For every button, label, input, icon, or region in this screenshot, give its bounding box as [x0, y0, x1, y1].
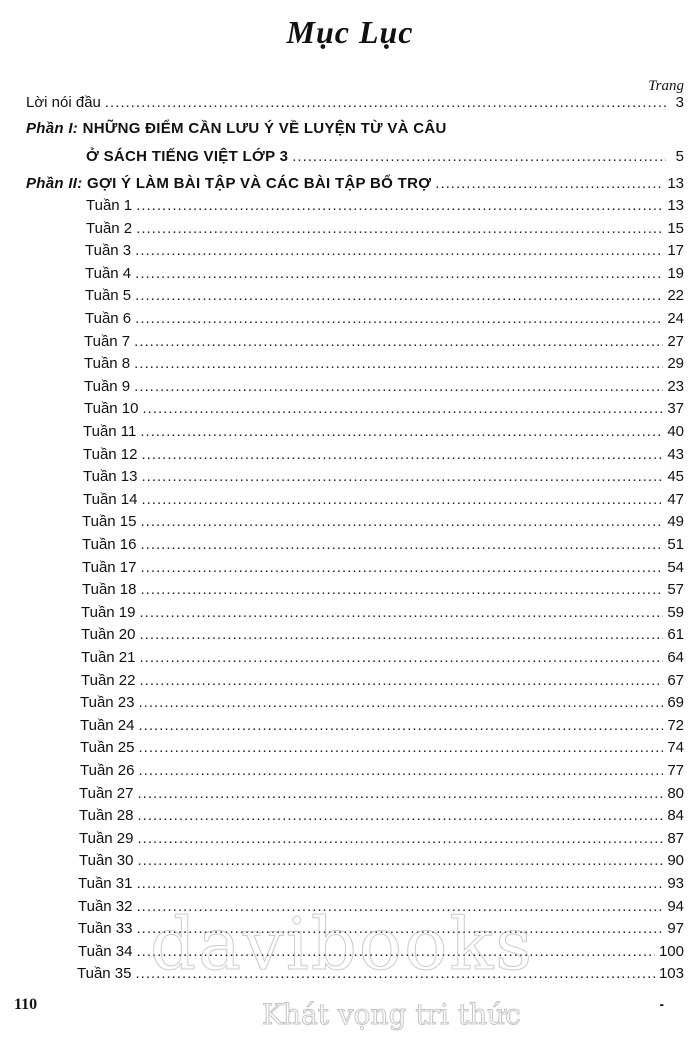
- toc-entry-label: Tuần 19: [81, 604, 136, 621]
- toc-entry-page: 94: [667, 898, 684, 915]
- toc-entry-label: Tuần 15: [82, 513, 137, 530]
- toc-entry-label: Tuần 3: [85, 242, 132, 259]
- dot-leader: [140, 626, 664, 643]
- toc-entry-week[interactable]: [81, 649, 684, 666]
- toc-entry-label: Tuần 16: [82, 536, 137, 553]
- toc-entry-label: Tuần 20: [81, 626, 136, 643]
- page-column-header: Trang: [648, 78, 684, 94]
- dot-leader: [142, 468, 664, 485]
- toc-entry-page: 17: [667, 242, 684, 259]
- toc-entry-page: 67: [667, 672, 684, 689]
- dot-leader: [136, 220, 663, 237]
- toc-entry-page: 43: [667, 446, 684, 463]
- toc-entry-week[interactable]: [85, 287, 684, 304]
- toc-entry-page: 72: [667, 717, 684, 734]
- toc-entry-intro[interactable]: [26, 94, 684, 111]
- toc-entry-week[interactable]: [85, 265, 684, 282]
- toc-entry-page: 77: [667, 762, 684, 779]
- toc-entry-week[interactable]: [84, 333, 684, 350]
- toc-entry-page: 61: [667, 626, 684, 643]
- dot-leader: [139, 762, 664, 779]
- dot-leader: [142, 491, 664, 508]
- toc-entry-label: Tuần 12: [83, 446, 138, 463]
- dot-leader: [138, 785, 664, 802]
- toc-entry-label: Tuần 9: [84, 378, 131, 395]
- toc-entry-page: 69: [667, 694, 684, 711]
- toc-entry-label: Tuần 35: [77, 965, 132, 982]
- toc-entry-page: 15: [667, 220, 684, 237]
- toc-entry-label: Tuần 28: [79, 807, 134, 824]
- toc-entry-page: 23: [667, 378, 684, 395]
- toc-entry-page: 59: [667, 604, 684, 621]
- toc-entry-week[interactable]: [84, 355, 684, 372]
- watermark-tagline: Khát vọng tri thức: [262, 998, 521, 1031]
- toc-entry-week[interactable]: [84, 378, 684, 395]
- toc-entry-page: 47: [667, 491, 684, 508]
- part1-title-line1: NHỮNG ĐIỂM CẦN LƯU Ý VỀ LUYỆN TỪ VÀ CÂU: [82, 120, 447, 137]
- dot-leader: [138, 807, 664, 824]
- toc-entry-label: Tuần 33: [78, 920, 133, 937]
- toc-entry-week[interactable]: [83, 423, 684, 440]
- toc-entry-label: Tuần 18: [82, 581, 137, 598]
- dot-leader: [139, 694, 664, 711]
- toc-entry-page: 13: [667, 197, 684, 214]
- toc-entry-page: 87: [667, 830, 684, 847]
- toc-entry-label: Tuần 25: [80, 739, 135, 756]
- toc-entry-week[interactable]: [86, 197, 684, 214]
- toc-entry-label: Tuần 21: [81, 649, 136, 666]
- dot-leader: [134, 333, 663, 350]
- toc-entry-page: 64: [667, 649, 684, 666]
- toc-entry-page: 93: [667, 875, 684, 892]
- toc-entry-label: Tuần 4: [85, 265, 132, 282]
- toc-entry-label: Tuần 29: [79, 830, 134, 847]
- toc-entry-label: Tuần 11: [83, 423, 137, 440]
- dot-leader: [105, 94, 666, 111]
- toc-entry-week[interactable]: [84, 400, 684, 417]
- toc-entry-page: 100: [658, 943, 684, 960]
- toc-entry-week[interactable]: [82, 581, 684, 598]
- toc-entry-page: 84: [667, 807, 684, 824]
- toc-entry-part2[interactable]: [26, 175, 684, 192]
- toc-entry-week[interactable]: [79, 807, 684, 824]
- toc-entry-label: Tuần 22: [81, 672, 136, 689]
- toc-entry-part1[interactable]: [86, 148, 684, 165]
- dot-leader: [135, 265, 663, 282]
- toc-entry-page: 97: [667, 920, 684, 937]
- toc-entry-label: Lời nói đầu: [26, 94, 101, 111]
- toc-entry-page: 37: [667, 400, 684, 417]
- toc-entry-page: 103: [658, 965, 684, 982]
- dot-leader: [140, 649, 664, 666]
- toc-entry-page: 24: [667, 310, 684, 327]
- toc-entry-week[interactable]: [85, 310, 684, 327]
- toc-entry-week[interactable]: [79, 785, 684, 802]
- toc-entry-page: 90: [667, 852, 684, 869]
- toc-entry-week[interactable]: [82, 559, 684, 576]
- toc-entry-week[interactable]: [80, 717, 684, 734]
- toc-entry-label: Tuần 17: [82, 559, 137, 576]
- dot-leader: [135, 287, 663, 304]
- toc-entry-week[interactable]: [83, 468, 684, 485]
- dot-leader: [141, 513, 664, 530]
- toc-entry-page: 45: [667, 468, 684, 485]
- toc-entry-page: 40: [667, 423, 684, 440]
- toc-entry-page: 3: [675, 94, 684, 111]
- toc-entry-part1-heading[interactable]: [26, 120, 684, 137]
- dot-leader: [435, 175, 663, 192]
- page-number: 110: [14, 996, 38, 1013]
- toc-entry-page: 29: [667, 355, 684, 372]
- dot-leader: [142, 446, 664, 463]
- part2-prefix: Phần II:: [26, 175, 83, 192]
- toc-entry-label: Tuần 32: [78, 898, 133, 915]
- toc-entry-label: Tuần 27: [79, 785, 134, 802]
- toc-entry-label: Tuần 26: [80, 762, 135, 779]
- toc-entry-label: Tuần 5: [85, 287, 132, 304]
- toc-entry-week[interactable]: [81, 672, 684, 689]
- watermark-logo: davibooks: [150, 902, 535, 986]
- part2-title: GỢI Ý LÀM BÀI TẬP VÀ CÁC BÀI TẬP BỔ TRỢ: [87, 175, 432, 192]
- toc-entry-page: 74: [667, 739, 684, 756]
- corner-mark: -: [659, 996, 664, 1012]
- toc-entry-week[interactable]: [85, 242, 684, 259]
- toc-entry-label: Tuần 2: [86, 220, 133, 237]
- dot-leader: [141, 536, 664, 553]
- toc-entry-week[interactable]: [80, 694, 684, 711]
- dot-leader: [141, 559, 664, 576]
- toc-entry-week[interactable]: [81, 604, 684, 621]
- toc-entry-label: Tuần 14: [83, 491, 138, 508]
- toc-entry-week[interactable]: [80, 739, 684, 756]
- toc-entry-label: Tuần 6: [85, 310, 132, 327]
- toc-entry-week[interactable]: [78, 875, 684, 892]
- dot-leader: [141, 581, 664, 598]
- toc-entry-label: Tuần 31: [78, 875, 133, 892]
- toc-entry-week[interactable]: [83, 446, 684, 463]
- toc-entry-label: Tuần 34: [78, 943, 133, 960]
- dot-leader: [140, 672, 664, 689]
- dot-leader: [134, 355, 663, 372]
- toc-entry-week[interactable]: [83, 491, 684, 508]
- dot-leader: [139, 717, 664, 734]
- toc-entry-week[interactable]: [79, 852, 684, 869]
- toc-entry-label: Tuần 8: [84, 355, 131, 372]
- toc-entry-label: Tuần 7: [84, 333, 131, 350]
- dot-leader: [292, 148, 666, 165]
- toc-entry-page: 22: [667, 287, 684, 304]
- toc-entry-week[interactable]: [82, 536, 684, 553]
- toc-entry-page: 51: [667, 536, 684, 553]
- dot-leader: [139, 739, 664, 756]
- page-title: Mục Lục: [286, 14, 414, 50]
- dot-leader: [143, 400, 664, 417]
- toc-entry-week[interactable]: [86, 220, 684, 237]
- dot-leader: [135, 242, 663, 259]
- toc-entry-page: 19: [667, 265, 684, 282]
- dot-leader: [134, 378, 663, 395]
- toc-entry-page: 54: [667, 559, 684, 576]
- toc-entry-week[interactable]: [79, 830, 684, 847]
- toc-entry-page: 80: [667, 785, 684, 802]
- toc-entry-label: Tuần 13: [83, 468, 138, 485]
- toc-entry-page: 13: [667, 175, 684, 192]
- toc-entry-page: 49: [667, 513, 684, 530]
- toc-entry-label: Tuần 24: [80, 717, 135, 734]
- dot-leader: [138, 830, 664, 847]
- dot-leader: [136, 197, 663, 214]
- part1-title-line2: Ở SÁCH TIẾNG VIỆT LỚP 3: [86, 148, 289, 165]
- toc-entry-week[interactable]: [82, 513, 684, 530]
- dot-leader: [140, 423, 663, 440]
- toc-entry-label: Tuần 30: [79, 852, 134, 869]
- toc-entry-label: Tuần 10: [84, 400, 139, 417]
- dot-leader: [138, 852, 664, 869]
- toc-entry-week[interactable]: [80, 762, 684, 779]
- toc-entry-page: 27: [667, 333, 684, 350]
- dot-leader: [140, 604, 664, 621]
- dot-leader: [137, 875, 664, 892]
- dot-leader: [135, 310, 663, 327]
- part1-prefix: Phần I:: [26, 120, 79, 137]
- toc-entry-page: 5: [675, 148, 684, 165]
- toc-entry-page: 57: [667, 581, 684, 598]
- toc-entry-week[interactable]: [81, 626, 684, 643]
- toc-entry-label: Tuần 23: [80, 694, 135, 711]
- toc-entry-label: Tuần 1: [86, 197, 133, 214]
